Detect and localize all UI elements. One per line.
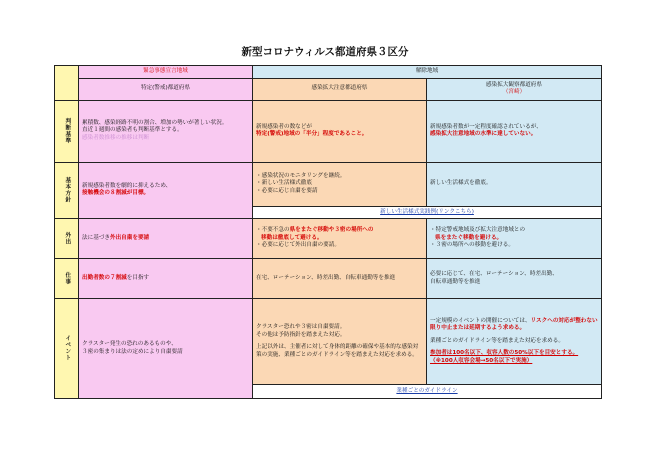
policy-caution: ・感染状況のモニタリングを継続。 ・新しい生活様式徹底 ・必要に応じ自粛を要請 — [253, 162, 427, 206]
work-caution: 在宅、ローテーション、時差出勤、自転車通勤等を推進 — [253, 259, 427, 299]
corner-cell — [55, 66, 79, 101]
row-label-work: 仕事 — [55, 259, 79, 299]
header-observe: 感染拡大観察都道府県 （宮崎） — [427, 78, 602, 100]
outing-caution: ・不要不急の県をまたぐ移動や３密の場所への 移動は徹底して避ける。 ・必要に応じて外出自粛の要請。 — [253, 219, 427, 259]
guideline-link[interactable]: 業種ごとのガイドライン — [253, 385, 602, 399]
header-release: 解除地域 — [253, 66, 602, 79]
criteria-special: 累積数、感染経路不明の割合、増加の勢いが著しい状況。 直近１週間の感染者も判断基準とする。 感染者数推移の推移は判断 — [79, 100, 253, 162]
work-special: 出勤者数の７割減を目指す — [79, 259, 253, 299]
policy-observe: 新しい生活様式を徹底。 — [427, 162, 602, 206]
header-emergency: 緊急事態宣言地域 — [79, 66, 253, 79]
events-observe: 一定規模のイベントの開催については、リスクへの対応が整わない限り中止または延期するよう求める。 業種ごとのガイドライン等を踏まえた対応を求める。 参加者は100名以下、収容人数の50%以下を目安とする。 （※100人収容会場→50名以下で実施） — [427, 299, 602, 385]
classification-table — [54, 65, 602, 399]
header-special: 特定(警戒)都道府県 — [79, 78, 253, 100]
work-observe: 必要に応じて、在宅、ローテーション、時差出勤、 自転車通勤等を推進 — [427, 259, 602, 299]
criteria-observe: 新規感染者数が一定程度確認されているが、 感染拡大注意地域の水準に達していない。 — [427, 100, 602, 162]
row-label-policy: 基本方針 — [55, 162, 79, 219]
outing-observe: ・特定警戒地域及び拡大注意地域との 県をまたぐ移動を避ける。 ・３密の場所への移動を避ける。 — [427, 219, 602, 259]
outing-special: 法に基づき外出自粛を要請 — [79, 219, 253, 259]
header-caution: 感染拡大注意都道府県 — [253, 78, 427, 100]
events-caution: クラスター恐れや３密は自粛要請。 その他は予防指針を踏まえた対応。 上記以外は、主催者に対して身体的距離の確保や基本的な感染対策の実施、業種ごとのガイドライン等を踏まえた対応を求める。 — [253, 299, 427, 385]
criteria-caution: 新規感染者の数などが 特定(警戒)地域の「半分」程度であること。 — [253, 100, 427, 162]
policy-special: 新規感染者数を劇的に抑えるため、 接触機会の８割減が目標。 — [79, 162, 253, 219]
row-label-criteria: 判断基準 — [55, 100, 79, 162]
row-label-outing: 外出 — [55, 219, 79, 259]
events-special: クラスター発生の恐れのあるものや、 ３密の集まりは法の定めにより自粛要請 — [79, 299, 253, 399]
lifestyle-link[interactable]: 新しい生活様式実践例(リンクこちら) — [253, 206, 602, 219]
page-title: 新型コロナウィルス都道府県３区分 — [241, 46, 409, 58]
row-label-events: イベント — [55, 299, 79, 399]
